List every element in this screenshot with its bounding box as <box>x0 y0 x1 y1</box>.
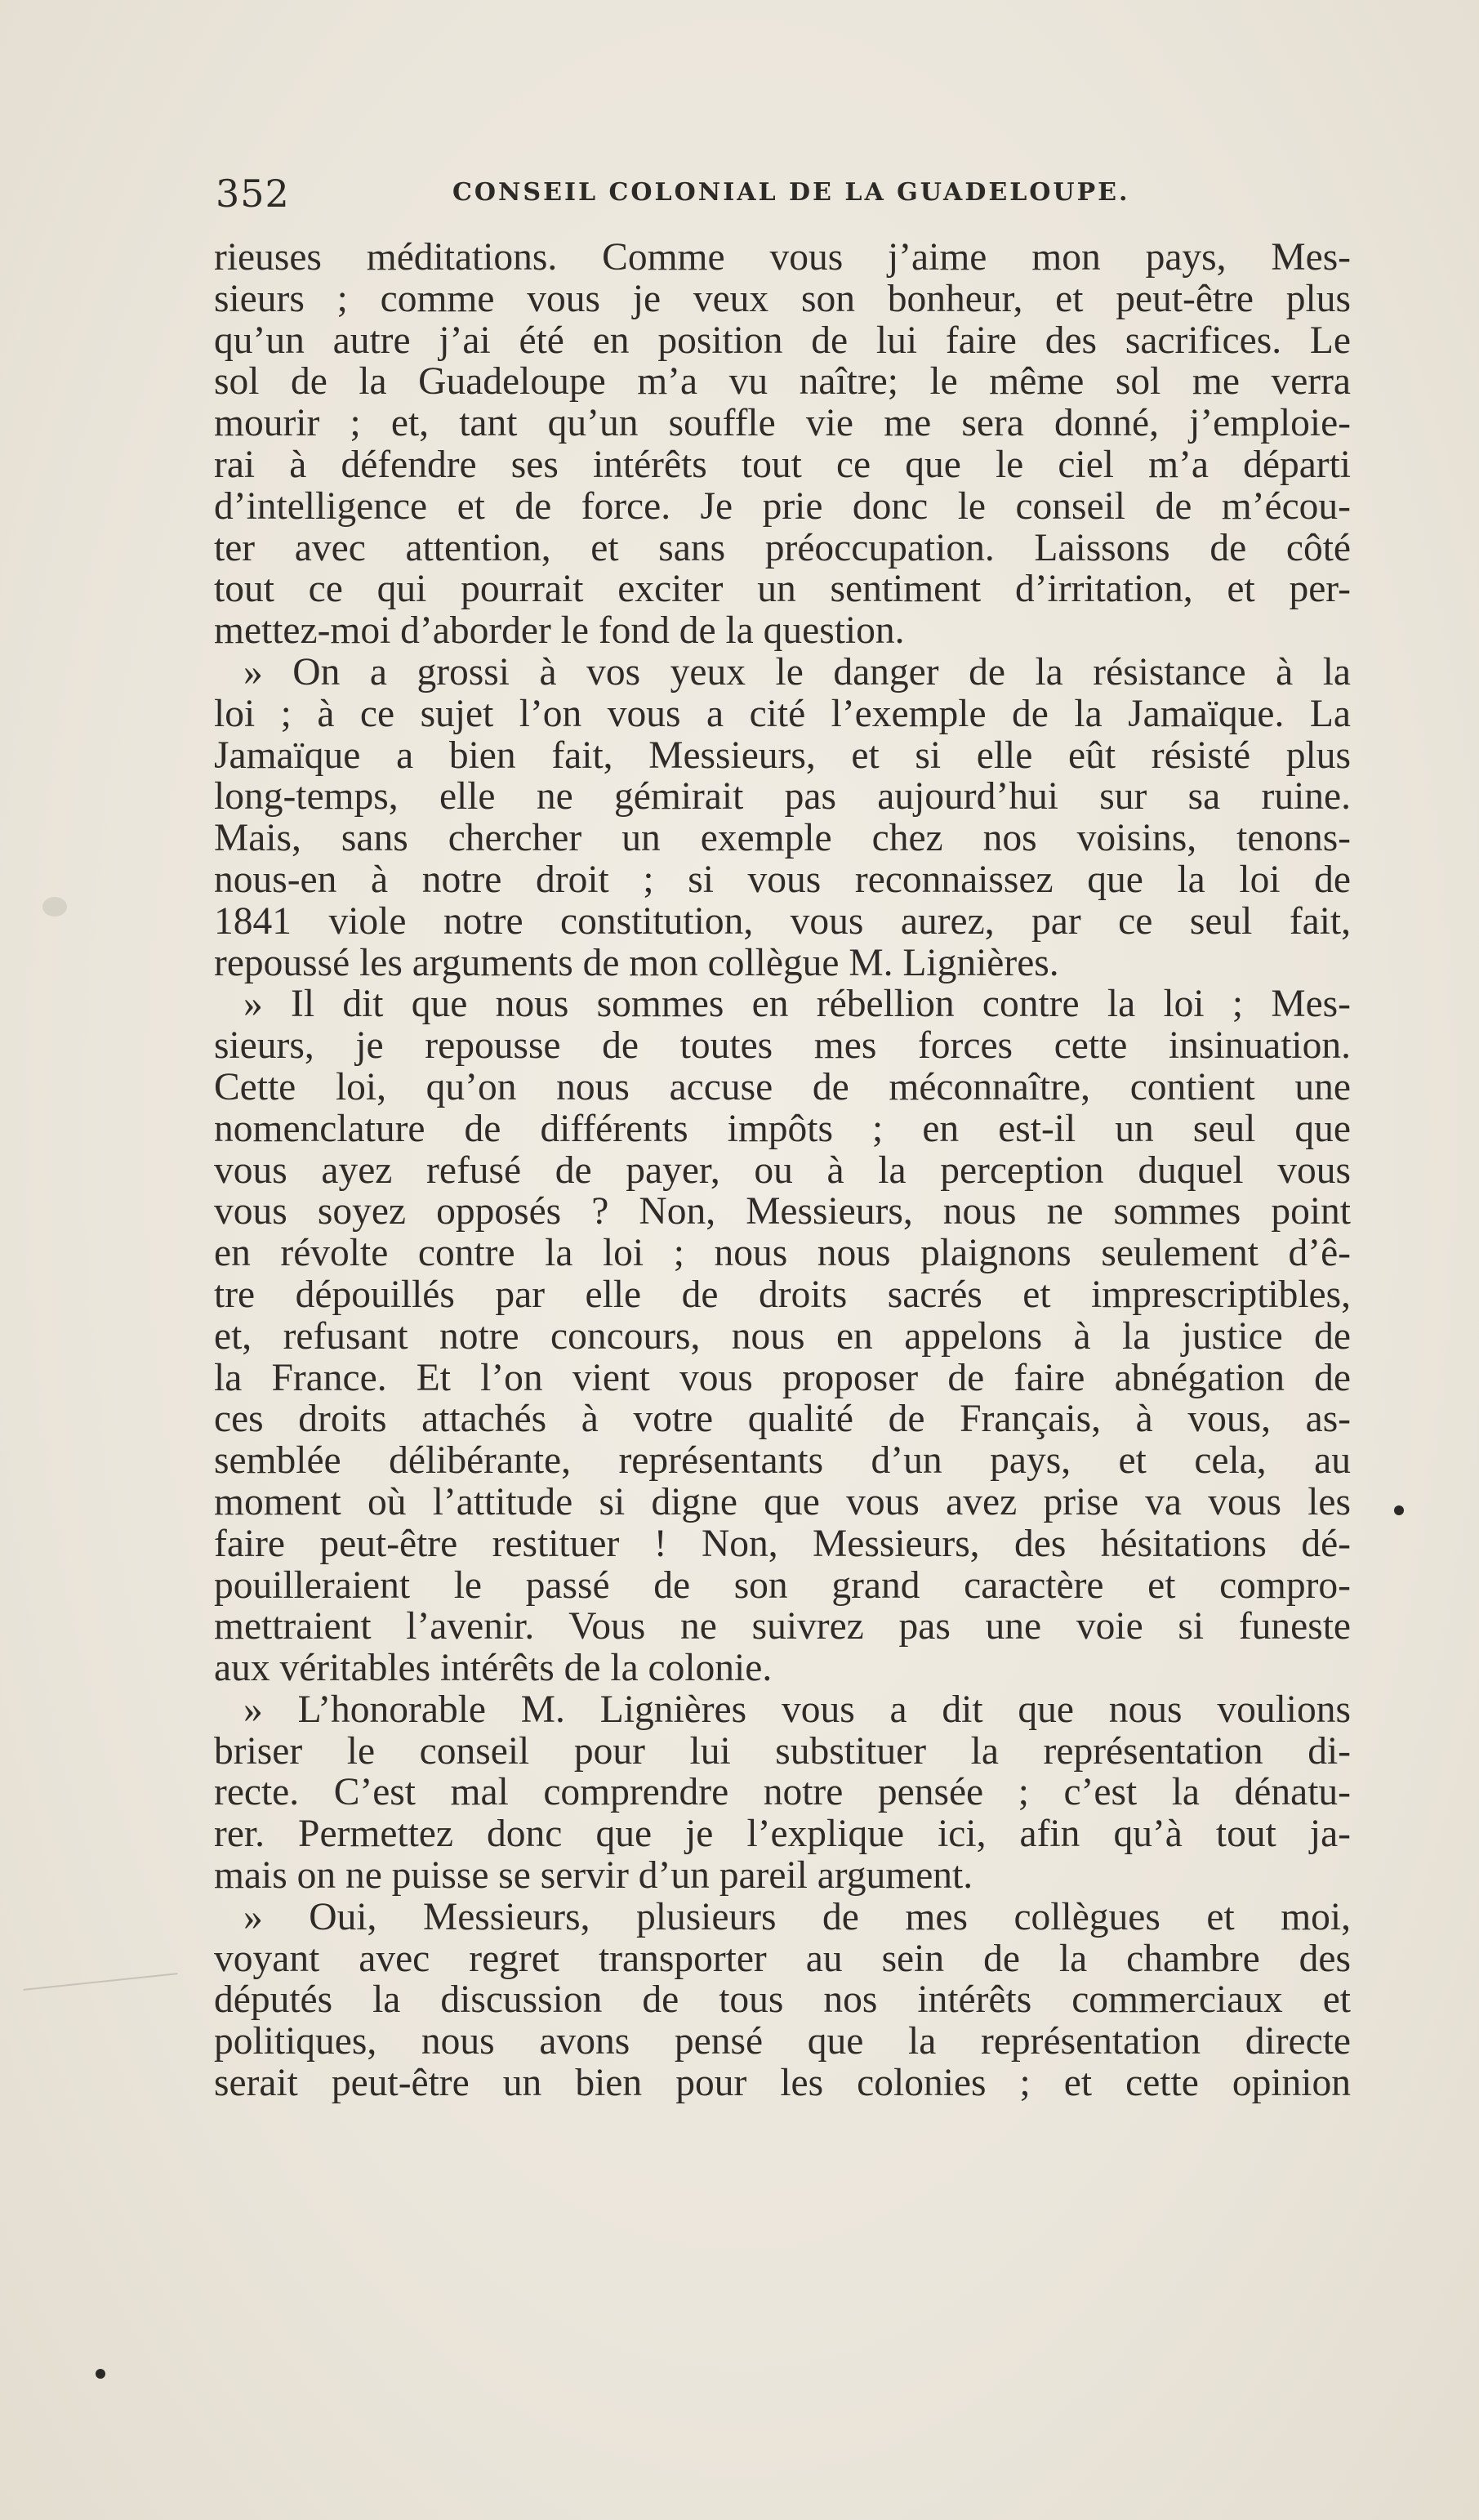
paper-scratch <box>23 1973 177 1991</box>
text-line: mais on ne puisse se servir d’un pareil argument. <box>214 1854 973 1898</box>
text-line: ces droits attachés à votre qualité de Français, à vous, as- <box>214 1398 1351 1441</box>
text-line: aux véritables intérêts de la colonie. <box>214 1647 773 1690</box>
text-line: rieuses méditations. Comme vous j’aime mon pays, Mes- <box>214 236 1351 279</box>
text-line: nomenclature de différents impôts ; en est-il un seul que <box>214 1107 1351 1150</box>
ink-speck <box>1394 1505 1404 1515</box>
text-line: Cette loi, qu’on nous accuse de méconnaître, contient une <box>214 1065 1351 1108</box>
text-line: mettraient l’avenir. Vous ne suivrez pas une voie si funeste <box>214 1605 1351 1648</box>
text-line: nous-en à notre droit ; si vous reconnaissez que la loi de <box>214 858 1351 901</box>
text-line: 1841 viole notre constitution, vous aurez, par ce seul fait, <box>214 899 1351 943</box>
text-line: sieurs ; comme vous je veux son bonheur, et peut-être plus <box>214 277 1351 320</box>
text-line: repoussé les arguments de mon collègue M. Lignières. <box>214 941 1059 984</box>
text-line: semblée délibérante, représentants d’un pays, et cela, au <box>214 1439 1351 1483</box>
page-header <box>216 172 1359 229</box>
text-line: briser le conseil pour lui substituer la représentation di- <box>214 1729 1351 1773</box>
text-line: sol de la Guadeloupe m’a vu naître; le même sol me verra <box>214 360 1351 404</box>
text-line: long-temps, elle ne gémirait pas aujourd’hui sur sa ruine. <box>214 775 1351 818</box>
text-line: moment où l’attitude si digne que vous avez prise va vous les <box>214 1480 1351 1523</box>
text-line: en révolte contre la loi ; nous nous plaignons seulement d’ê- <box>214 1232 1351 1275</box>
text-line: loi ; à ce sujet l’on vous a cité l’exemple de la Jamaïque. La <box>214 692 1351 735</box>
running-title: CONSEIL COLONIAL DE LA GUADELOUPE. <box>452 178 1130 207</box>
text-line: députés la discussion de tous nos intérêts commerciaux et <box>214 1978 1351 2022</box>
text-line: rai à défendre ses intérêts tout ce que le ciel m’a départi <box>214 443 1351 486</box>
text-line: Mais, sans chercher un exemple chez nos voisins, tenons- <box>214 817 1351 860</box>
text-line: serait peut-être un bien pour les colonies ; et cette opinion <box>214 2062 1351 2105</box>
text-line: vous ayez refusé de payer, ou à la perception duquel vous <box>214 1148 1351 1192</box>
text-line: » L’honorable M. Lignières vous a dit que nous voulions <box>243 1688 1351 1731</box>
text-line: » Oui, Messieurs, plusieurs de mes collègues et moi, <box>243 1895 1351 1938</box>
text-line: vous soyez opposés ? Non, Messieurs, nous ne sommes point <box>214 1190 1351 1233</box>
paper-smudge <box>42 897 67 917</box>
ink-speck <box>96 2369 105 2379</box>
text-line: d’intelligence et de force. Je prie donc le conseil de m’écou- <box>214 484 1351 528</box>
text-line: mourir ; et, tant qu’un souffle vie me sera donné, j’emploie- <box>214 402 1351 445</box>
text-line: » Il dit que nous sommes en rébellion contre la loi ; Mes- <box>243 983 1351 1026</box>
text-line: tout ce qui pourrait exciter un sentiment d’irritation, et per- <box>214 568 1351 611</box>
text-line: pouilleraient le passé de son grand caractère et compro- <box>214 1563 1351 1607</box>
text-line: sieurs, je repousse de toutes mes forces cette insinuation. <box>214 1024 1351 1068</box>
text-line: tre dépouillés par elle de droits sacrés et imprescriptibles, <box>214 1273 1351 1316</box>
text-line: » On a grossi à vos yeux le danger de la résistance à la <box>243 650 1351 694</box>
text-line: faire peut-être restituer ! Non, Messieurs, des hésitations dé- <box>214 1522 1351 1565</box>
body-text <box>214 237 1351 2104</box>
text-line: recte. C’est mal comprendre notre pensée ; c’est la dénatu- <box>214 1771 1351 1814</box>
text-line: voyant avec regret transporter au sein de la chambre des <box>214 1937 1351 1980</box>
text-line: et, refusant notre concours, nous en appelons à la justice de <box>214 1314 1351 1358</box>
text-line: Jamaïque a bien fait, Messieurs, et si elle eût résisté plus <box>214 734 1351 777</box>
text-line: qu’un autre j’ai été en position de lui faire des sacrifices. Le <box>214 319 1351 362</box>
text-line: la France. Et l’on vient vous proposer de faire abnégation de <box>214 1356 1351 1399</box>
text-line: rer. Permettez donc que je l’explique ici, afin qu’à tout ja- <box>214 1813 1351 1856</box>
text-line: mettez-moi d’aborder le fond de la question. <box>214 609 905 653</box>
page-number: 352 <box>216 172 290 216</box>
text-line: ter avec attention, et sans préoccupation. Laissons de côté <box>214 526 1351 569</box>
text-line: politiques, nous avons pensé que la représentation directe <box>214 2020 1351 2063</box>
